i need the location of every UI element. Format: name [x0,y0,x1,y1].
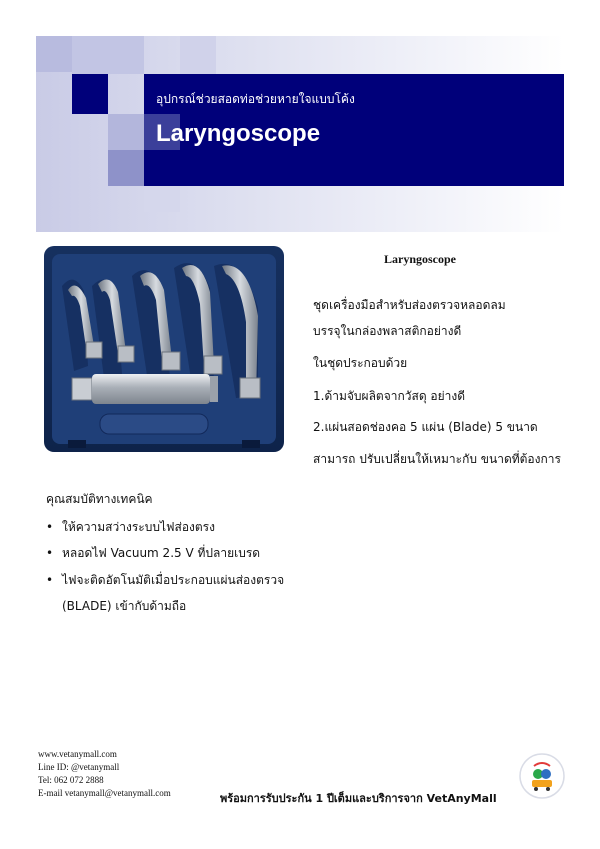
bullet-icon: • [46,546,54,560]
spec-item [46,544,260,563]
spec-item-continuation: (BLADE) เข้ากับด้ามถือ [62,599,187,613]
banner-title: Laryngoscope [156,120,321,147]
website-link[interactable]: www.vetanymall.com [38,749,117,759]
banner-square [72,36,144,74]
bullet-icon: • [46,520,54,534]
spec-item [46,571,284,590]
banner-square [180,36,216,74]
specs-heading: คุณสมบัติทางเทคนิค [46,492,153,506]
line-id: Line ID: @vetanymall [38,762,120,772]
banner-square [144,186,180,212]
vetanymall-logo [518,752,566,800]
banner-subtitle: อุปกรณ์ช่วยสอดท่อช่วยหายใจแบบโค้ง [156,92,355,106]
description-title: Laryngoscope [384,252,456,266]
product-photo [44,246,284,452]
phone-number: Tel: 062 072 2888 [38,775,104,785]
spec-item-text: หลอดไฟ Vacuum 2.5 V ที่ปลายเบรด [62,546,261,560]
spec-item-text: ไฟจะติดอัตโนมัติเมื่อประกอบแผ่นส่องตรวจ [62,573,285,587]
spec-item-text: ให้ความสว่างระบบไฟส่องตรง [62,520,215,534]
description-line: ในชุดประกอบด้วย [313,356,408,370]
description-line: สามารถ ปรับเปลี่ยนให้เหมาะกับ ขนาดที่ต้องการ [313,452,561,466]
banner-square [36,36,72,72]
banner-square [72,74,108,114]
spec-item [46,518,215,537]
banner-square [108,114,144,150]
header-banner [36,36,564,232]
banner-square [108,150,144,186]
email-link[interactable]: E-mail vetanymall@vetanymall.com [38,788,171,798]
description-line: 2.แผ่นสอดช่องคอ 5 แผ่น (Blade) 5 ขนาด [313,420,538,434]
warranty-note: พร้อมการรับประกัน 1 ปีเต็มและบริการจาก VetAnyMall [220,792,497,805]
description-line: 1.ด้ามจับผลิตจากวัสดุ อย่างดี [313,389,466,403]
bullet-icon: • [46,573,54,587]
description-line: ชุดเครื่องมือสำหรับส่องตรวจหลอดลม [313,298,506,312]
description-line: บรรจุในกล่องพลาสติกอย่างดี [313,324,462,338]
